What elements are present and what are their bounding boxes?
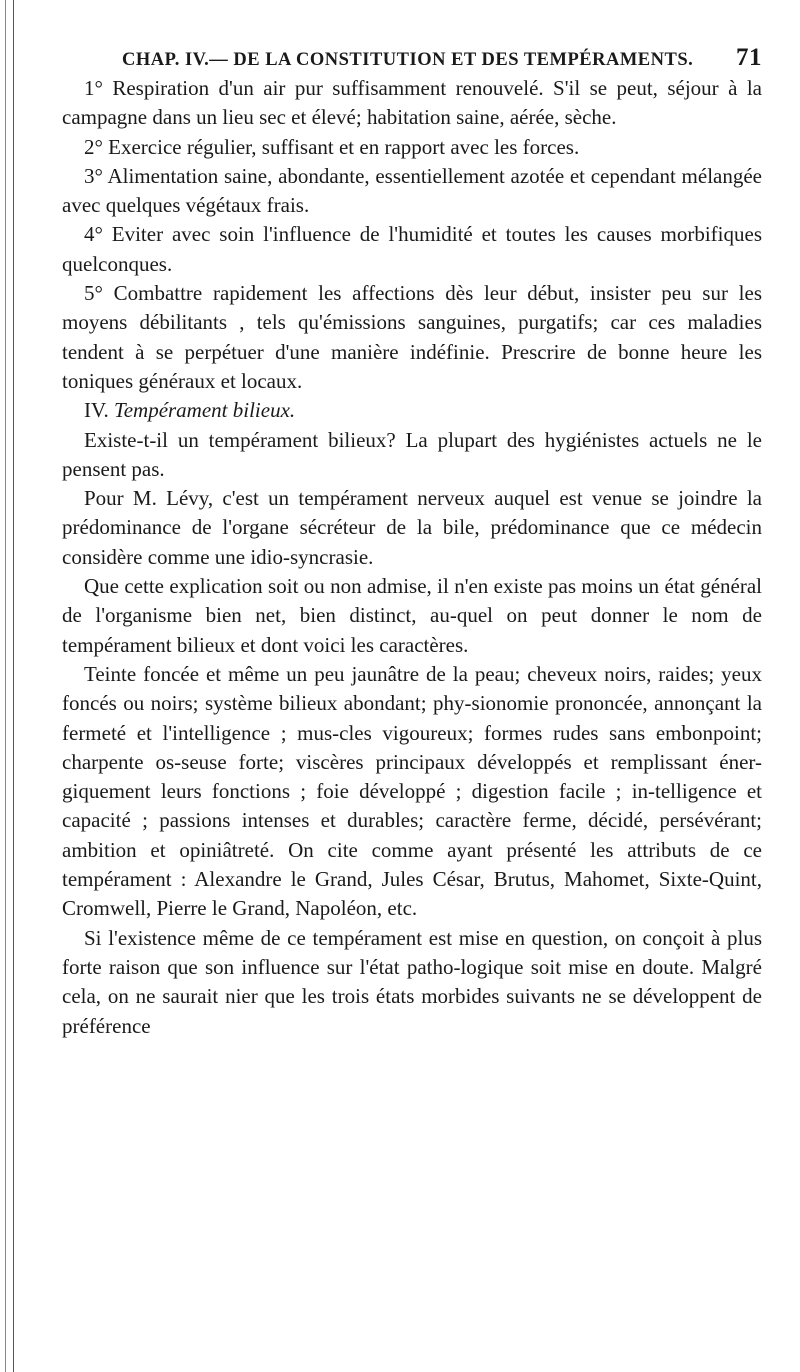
paragraph-2: 2° Exercice régulier, suffisant et en rapport avec les forces. <box>84 134 580 159</box>
binding-edge <box>0 0 14 1372</box>
paragraph-1: 1° Respiration d'un air pur suffisamment renouvelé. S'il se peut, séjour à la campagne dans un lieu sec et élevé; habitation saine, aérée, sèche. <box>62 76 762 130</box>
paragraph-4: 4° Eviter avec soin l'influence de l'humidité et toutes les causes morbifiques quelconques. <box>62 222 762 276</box>
running-head <box>122 44 762 74</box>
paragraph-9: Teinte foncée et même un peu jaunâtre de la peau; cheveux noirs, raides; yeux foncés ou noirs; système bilieux abondant; phy-sionomie prononcée, annonçant la fermeté et l'intelligence ; mus-cles vigoureux; formes rudes sans embonpoint; charpente os-seuse forte; viscères principaux développés et remplissant éner-giquement leurs fonctions ; foie développé ; digestion facile ; in-telligence et capacité ; passions intenses et durables; caractère ferme, décidé, persévérant; ambition et opiniâtreté. On cite comme ayant présenté les attributs de ce tempérament : Alexandre le Grand, Jules César, Brutus, Mahomet, Sixte-Quint, Cromwell, Pierre le Grand, Napoléon, etc. <box>62 661 762 921</box>
book-page <box>62 44 762 1041</box>
page-number: 71 <box>736 44 762 71</box>
paragraph-5: 5° Combattre rapidement les affections dès leur début, insister peu sur les moyens débilitants , tels qu'émissions sanguines, purgatifs; car ces maladies tendent à se perpétuer d'une manière indéfinie. Prescrire de bonne heure les toniques généraux et locaux. <box>62 281 762 393</box>
paragraph-3: 3° Alimentation saine, abondante, essentiellement azotée et cependant mélangée avec quelques végétaux frais. <box>62 163 762 218</box>
chapter-title: CHAP. IV.— DE LA CONSTITUTION ET DES TEMPÉRAMENTS. <box>122 50 694 70</box>
paragraph-8: Que cette explication soit ou non admise, il n'en existe pas moins un état général de l'organisme bien net, bien distinct, au-quel on peut donner le nom de tempérament bilieux et dont voici les caractères. <box>62 574 762 657</box>
paragraph-7: Pour M. Lévy, c'est un tempérament nerveux auquel est venue se joindre la prédominance de l'organe sécréteur de la bile, prédominance que ce médecin considère comme une idio-syncrasie. <box>62 486 762 569</box>
paragraph-6: Existe-t-il un tempérament bilieux? La plupart des hygiénistes actuels ne le pensent pas. <box>62 427 762 481</box>
section-number: IV. <box>84 398 109 423</box>
binding-rule <box>5 0 6 1372</box>
section-heading <box>62 396 762 425</box>
section-title: Tempérament bilieux. <box>113 398 296 423</box>
paragraph-10: Si l'existence même de ce tempérament est mise en question, on conçoit à plus forte raison que son influence sur l'état patho-logique soit mise en doute. Malgré cela, on ne saurait nier que les trois états morbides suivants ne se développent de préférence <box>62 925 762 1038</box>
